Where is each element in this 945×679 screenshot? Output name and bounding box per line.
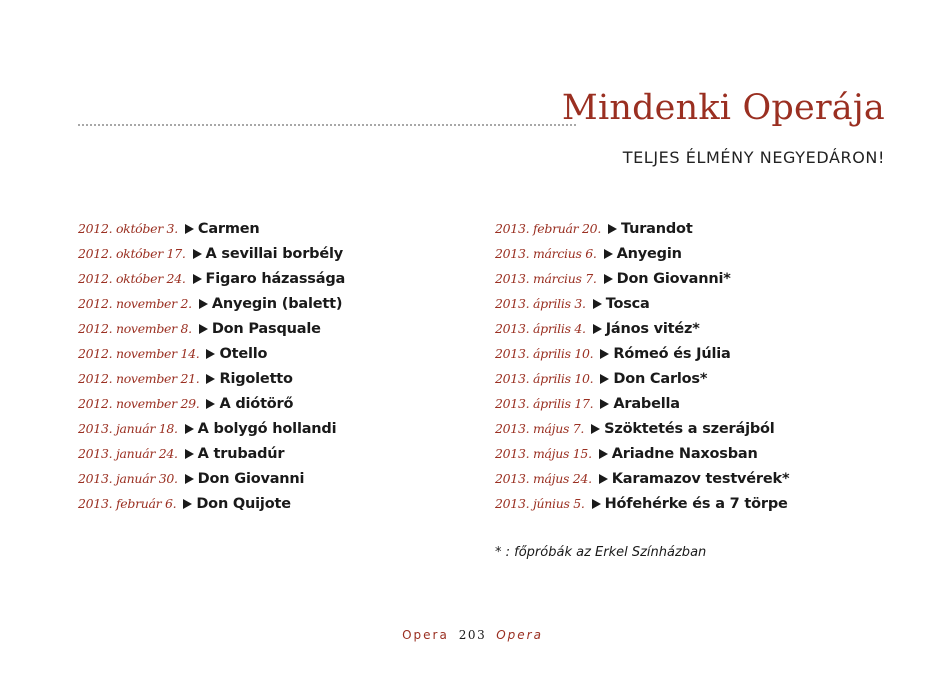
play-triangle-icon [591, 424, 600, 434]
performance-date: 2013. április 10. [495, 371, 594, 386]
opera-title: Anyegin (balett) [211, 295, 343, 312]
play-triangle-icon [199, 324, 208, 334]
schedule-row [495, 366, 789, 391]
opera-title: Don Quijote [196, 495, 291, 512]
play-triangle-icon [206, 349, 215, 359]
opera-title: Ariadne Naxosban [611, 445, 758, 462]
footer-right-label: Opera [496, 628, 543, 642]
opera-title: Don Giovanni* [616, 270, 731, 287]
footnote: * : főpróbák az Erkel Színházban [495, 545, 707, 560]
page-subtitle: TELJES ÉLMÉNY NEGYEDÁRON! [622, 148, 885, 167]
opera-title: Carmen [197, 220, 260, 237]
opera-title: A diótörő [219, 395, 294, 412]
performance-date: 2013. április 17. [495, 396, 594, 411]
performance-date: 2013. január 18. [78, 421, 178, 436]
performance-date: 2013. március 6. [495, 246, 597, 261]
schedule-row [78, 441, 345, 466]
play-triangle-icon [593, 324, 602, 334]
play-triangle-icon [593, 299, 602, 309]
play-triangle-icon [206, 399, 215, 409]
schedule-row [78, 266, 345, 291]
schedule-row [78, 291, 345, 316]
page-title: Mindenki Operája [561, 88, 885, 128]
schedule-row [495, 466, 789, 491]
play-triangle-icon [604, 274, 613, 284]
play-triangle-icon [185, 424, 194, 434]
play-triangle-icon [185, 449, 194, 459]
schedule-row [495, 441, 789, 466]
opera-title: Hófehérke és a 7 törpe [604, 495, 788, 512]
opera-title: Anyegin [616, 245, 682, 262]
opera-title: János vitéz* [605, 320, 700, 337]
schedule-row [78, 366, 345, 391]
schedule-row [495, 391, 789, 416]
performance-date: 2012. november 21. [78, 371, 200, 386]
schedule-row [78, 216, 345, 241]
schedule-row [78, 416, 345, 441]
schedule-row [78, 466, 345, 491]
schedule-row [495, 216, 789, 241]
performance-date: 2013. március 7. [495, 271, 597, 286]
schedule-row [495, 266, 789, 291]
opera-title: Rigoletto [219, 370, 293, 387]
schedule-row [495, 416, 789, 441]
play-triangle-icon [592, 499, 601, 509]
opera-title: Rómeó és Júlia [613, 345, 731, 362]
schedule-row [78, 491, 345, 516]
play-triangle-icon [608, 224, 617, 234]
opera-title: Don Pasquale [211, 320, 321, 337]
opera-title: Otello [219, 345, 268, 362]
play-triangle-icon [193, 274, 202, 284]
performance-date: 2013. január 30. [78, 471, 178, 486]
opera-title: Don Giovanni [197, 470, 305, 487]
performance-date: 2012. november 2. [78, 296, 192, 311]
play-triangle-icon [183, 499, 192, 509]
performance-date: 2012. október 3. [78, 221, 178, 236]
play-triangle-icon [185, 474, 194, 484]
schedule-row [495, 291, 789, 316]
opera-title: Karamazov testvérek* [611, 470, 790, 487]
opera-title: A trubadúr [197, 445, 285, 462]
performance-date: 2013. április 10. [495, 346, 594, 361]
schedule-row [495, 241, 789, 266]
performance-date: 2013. június 5. [495, 496, 585, 511]
opera-title: A bolygó hollandi [197, 420, 337, 437]
performance-date: 2013. február 6. [78, 496, 177, 511]
footer-left-label: Opera [402, 628, 449, 642]
play-triangle-icon [199, 299, 208, 309]
opera-title: Tosca [605, 295, 650, 312]
schedule-row [78, 241, 345, 266]
performance-date: 2013. április 3. [495, 296, 586, 311]
opera-title: Turandot [621, 220, 693, 237]
performance-date: 2013. január 24. [78, 446, 178, 461]
schedule-row [495, 316, 789, 341]
play-triangle-icon [604, 249, 613, 259]
performance-date: 2012. november 8. [78, 321, 192, 336]
play-triangle-icon [599, 449, 608, 459]
performance-date: 2012. október 17. [78, 246, 186, 261]
play-triangle-icon [599, 474, 608, 484]
play-triangle-icon [600, 349, 609, 359]
schedule-right-column [495, 216, 789, 516]
schedule-row [495, 341, 789, 366]
schedule-row [78, 316, 345, 341]
performance-date: 2013. május 7. [495, 421, 585, 436]
performance-date: 2013. április 4. [495, 321, 586, 336]
schedule-row [495, 491, 789, 516]
opera-title: A sevillai borbély [205, 245, 343, 262]
page-footer [0, 628, 945, 642]
performance-date: 2013. május 15. [495, 446, 592, 461]
play-triangle-icon [206, 374, 215, 384]
schedule-row [78, 391, 345, 416]
opera-title: Arabella [613, 395, 680, 412]
performance-date: 2012. október 24. [78, 271, 186, 286]
opera-title: Figaro házassága [205, 270, 346, 287]
schedule-left-column [78, 216, 345, 516]
performance-date: 2013. május 24. [495, 471, 592, 486]
play-triangle-icon [193, 249, 202, 259]
performance-date: 2012. november 29. [78, 396, 200, 411]
play-triangle-icon [600, 399, 609, 409]
opera-title: Szöktetés a szerájból [604, 420, 775, 437]
opera-title: Don Carlos* [613, 370, 708, 387]
page-number: 203 [458, 628, 487, 642]
performance-date: 2013. február 20. [495, 221, 601, 236]
schedule-row [78, 341, 345, 366]
performance-date: 2012. november 14. [78, 346, 200, 361]
dotted-rule [78, 124, 576, 126]
play-triangle-icon [600, 374, 609, 384]
play-triangle-icon [185, 224, 194, 234]
